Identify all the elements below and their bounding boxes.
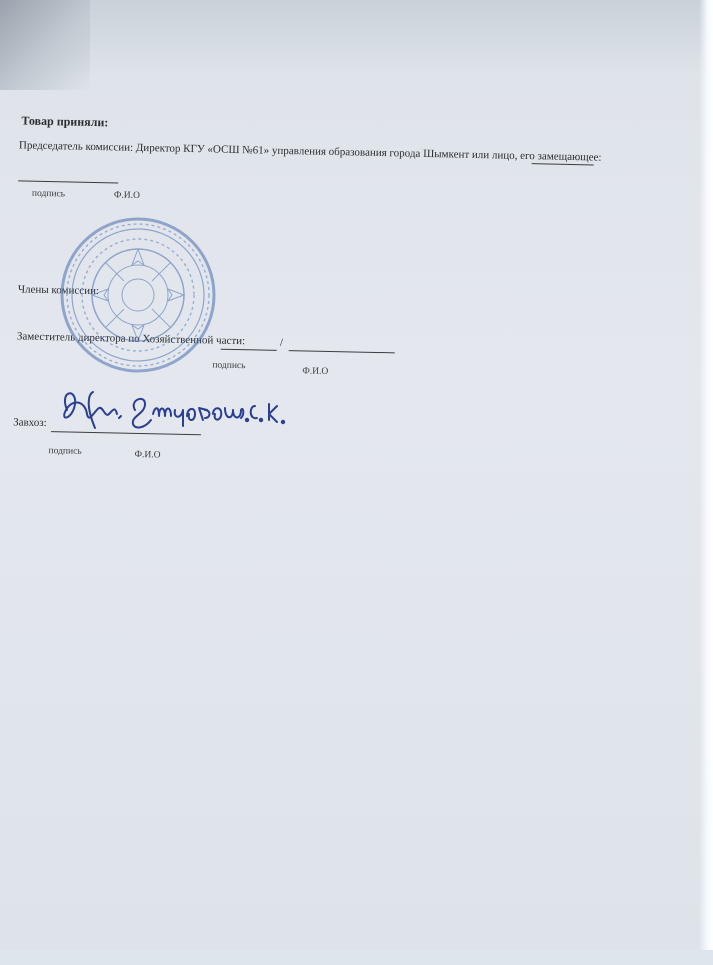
official-seal-stamp: [58, 215, 218, 375]
chairman-line: Председатель комиссии: Директор КГУ «ОСШ №61» управления образования города Шымкент или лицо, его замещающее:: [18, 139, 602, 164]
chairman-fio-line: [532, 163, 594, 165]
deputy-separator: /: [279, 336, 284, 349]
deputy-sig-caption: подпись: [212, 360, 246, 372]
zavhoz-label: Завхоз:: [13, 416, 47, 430]
deputy-line: Заместитель директора по Хозяйственной части:: [16, 330, 246, 348]
zavhoz-sig-caption: подпись: [48, 446, 82, 457]
chairman-sig-caption: подпись: [31, 188, 66, 200]
deputy-fio-caption: Ф.И.О: [302, 366, 329, 377]
zavhoz-fio-caption: Ф.И.О: [134, 449, 161, 461]
chairman-signature-line: [18, 180, 118, 183]
heading-goods-received: Товар приняли:: [21, 113, 109, 130]
deputy-fio-line: [289, 350, 395, 353]
chairman-fio-caption: Ф.И.О: [113, 190, 141, 201]
deputy-signature-line: [221, 349, 277, 351]
handwritten-signature: [55, 370, 295, 450]
members-heading: Члены комиссии:: [17, 283, 100, 298]
